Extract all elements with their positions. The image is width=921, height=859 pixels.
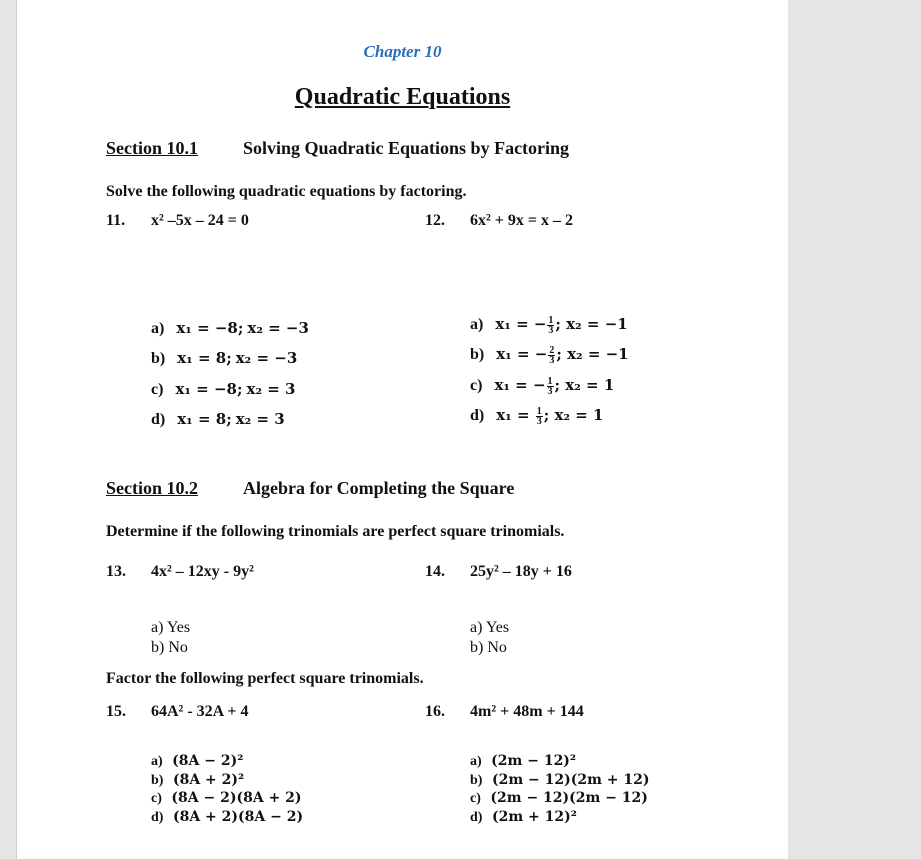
question-16-text: 4m² + 48m + 144 [470,703,584,720]
option-label: a) [470,316,484,333]
fraction: $\frac{1}{3}$ [548,314,554,336]
question-13-text: 4x² – 12xy - 9y² [151,563,254,580]
question-14-number: 14. [425,563,445,580]
option-label: c) [470,377,483,394]
fraction: $\frac{1}{3}$ [536,405,542,427]
viewer-background [788,0,921,859]
fraction: $\frac{2}{3}$ [549,344,555,366]
question-12-number: 12. [425,212,445,229]
q11-option-c[interactable] [151,380,295,399]
question-12-text: 6x² + 9x = x – 2 [470,212,574,229]
option-x1: x₁ = 8; [177,410,232,428]
q11-option-d[interactable] [151,410,285,429]
q15-option-c[interactable] [151,790,302,807]
q15-option-b[interactable] [151,772,244,789]
q12-option-b[interactable] [470,345,629,365]
q16-option-a[interactable] [470,753,576,770]
option-text: (2m − 12)(2m + 12) [491,772,650,788]
option-label: b) [151,350,166,367]
option-label: d) [470,407,485,424]
page-title: Quadratic Equations [294,84,511,110]
section-number-10-2: Section 10.2 [106,478,198,498]
option-label: b) [470,773,483,788]
option-text: (8A + 2)(8A − 2) [172,809,304,825]
option-x2: x₂ = −3 [235,349,298,367]
option-x1: x₁ = − [496,345,548,363]
question-14-text: 25y² – 18y + 16 [470,563,572,580]
q14-option-b[interactable]: b) No [470,639,507,656]
option-x1: x₁ = − [494,376,546,394]
q16-option-c[interactable] [470,790,648,807]
question-15-text: 64A² - 32A + 4 [151,703,249,720]
option-label: b) [470,346,485,363]
option-x2: x₂ = 3 [235,410,285,428]
option-text: (2m − 12)² [491,753,577,769]
instruction-factoring: Solve the following quadratic equations by factoring. [106,183,467,200]
option-label: b) [151,773,164,788]
option-text: (2m − 12)(2m − 12) [490,790,648,806]
option-label: d) [151,810,164,825]
fraction: $\frac{1}{3}$ [547,375,553,397]
q14-option-a[interactable]: a) Yes [470,619,510,636]
document-page [17,0,788,859]
option-label: c) [151,381,164,398]
option-label: d) [151,411,166,428]
option-label: c) [151,791,162,806]
option-label: a) [470,754,482,769]
option-text: (8A − 2)(8A + 2) [171,790,302,806]
q15-option-a[interactable] [151,753,243,770]
q13-option-b[interactable]: b) No [151,639,188,656]
option-x2: ; x₂ = 1 [543,406,604,424]
option-x2: ; x₂ = −1 [556,345,629,363]
option-label: d) [470,810,483,825]
option-x1: x₁ = 8; [177,349,232,367]
question-16-number: 16. [425,703,445,720]
q11-option-a[interactable] [151,319,309,338]
option-x2: x₂ = 3 [246,380,296,398]
option-text: (8A − 2)² [172,753,244,769]
instruction-factor-trinomials: Factor the following perfect square trinomials. [106,670,424,687]
question-11-text: x² –5x – 24 = 0 [151,212,249,229]
option-label: c) [470,791,481,806]
question-11-number: 11. [106,212,126,229]
q12-option-a[interactable] [470,315,628,335]
option-x1: x₁ = − [495,315,547,333]
option-text: (2m + 12)² [491,809,577,825]
q13-option-a[interactable]: a) Yes [151,619,191,636]
q16-option-b[interactable] [470,772,649,789]
section-title-10-1: Solving Quadratic Equations by Factoring [243,138,570,158]
question-15-number: 15. [106,703,126,720]
option-x2: x₂ = −3 [247,319,309,337]
option-x2: ; x₂ = −1 [555,315,628,333]
option-text: (8A + 2)² [172,772,245,788]
option-x1: x₁ = −8; [176,319,244,337]
chapter-label: Chapter 10 [363,42,442,61]
q16-option-d[interactable] [470,809,577,826]
option-label: a) [151,754,163,769]
option-x2: ; x₂ = 1 [554,376,615,394]
section-number-10-1: Section 10.1 [106,138,198,158]
instruction-perfect-square: Determine if the following trinomials are perfect square trinomials. [106,523,565,540]
q15-option-d[interactable] [151,809,303,826]
question-13-number: 13. [106,563,126,580]
q12-option-c[interactable] [470,376,614,396]
option-label: a) [151,320,165,337]
q11-option-b[interactable] [151,349,297,368]
section-title-10-2: Algebra for Completing the Square [243,478,515,498]
option-x1: x₁ = −8; [175,380,243,398]
option-x1: x₁ = [496,406,535,424]
q12-option-d[interactable] [470,406,604,426]
